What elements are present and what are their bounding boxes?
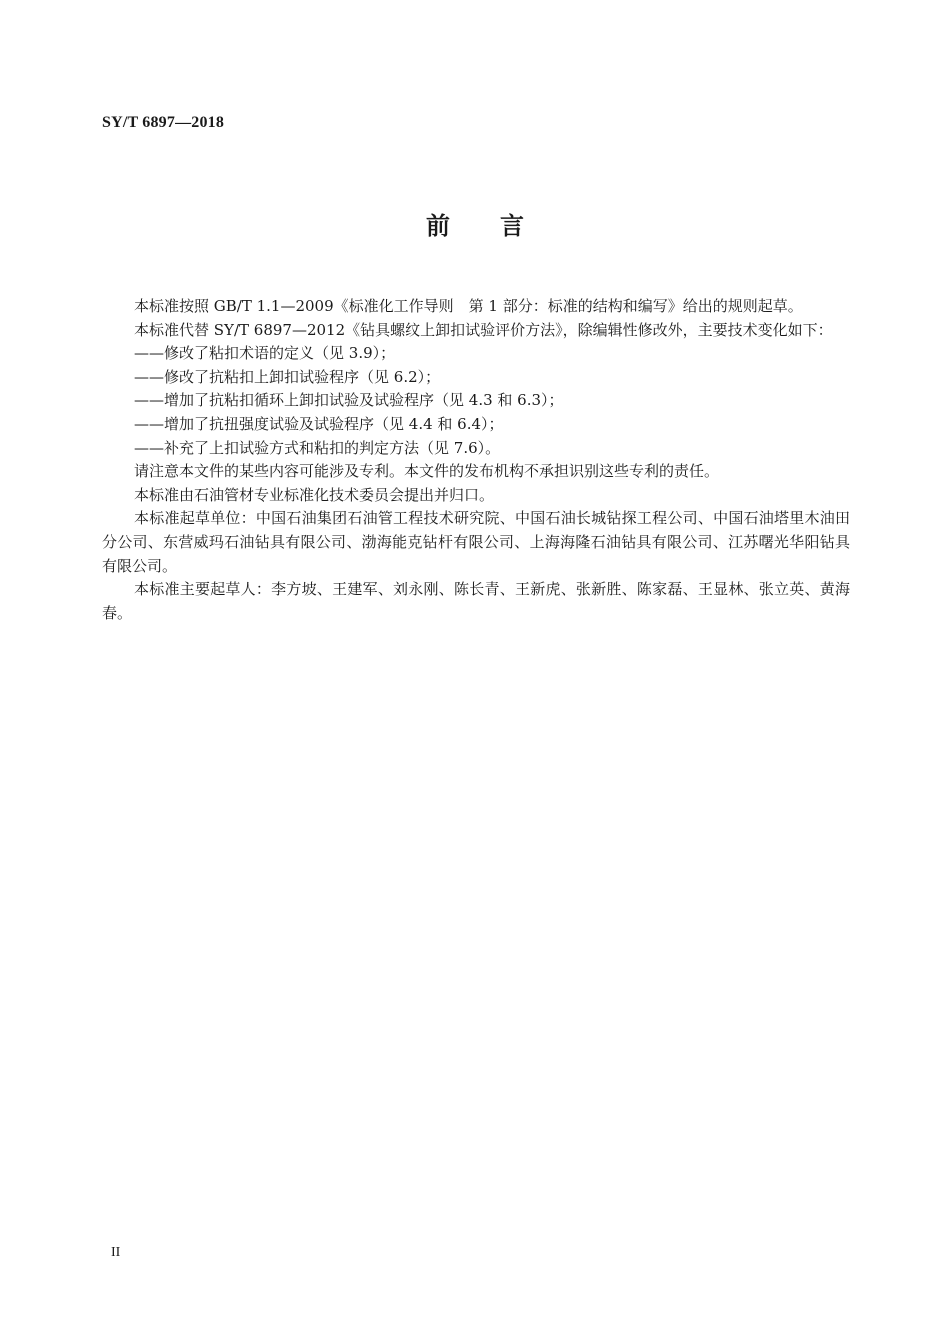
change-item: ——修改了抗粘扣上卸扣试验程序（见 6.2）； <box>134 367 441 386</box>
standard-code: SY/T 6897—2018 <box>102 114 225 131</box>
change-item: ——增加了抗粘扣循环上卸扣试验及试验程序（见 4.3 和 6.3）； <box>134 391 564 410</box>
change-item: ——补充了上扣试验方式和粘扣的判定方法（见 7.6）。 <box>134 438 501 457</box>
page-title: 前言 <box>426 212 574 240</box>
paragraph-proposer: 本标准由石油管材专业标准化技术委员会提出并归口。 <box>134 485 495 504</box>
page-number: II <box>111 1245 121 1260</box>
paragraph-drafting-rules: 本标准按照 GB/T 1.1—2009《标准化工作导则 第 1 部分：标准的结构和编写》给出的规则起草。 <box>134 297 803 315</box>
paragraph-drafters: 本标准主要起草人：李方坡、王建军、刘永刚、陈长青、王新虎、张新胜、陈家磊、王显林、张立英、黄海春。 <box>102 580 850 622</box>
change-item: ——修改了粘扣术语的定义（见 3.9）； <box>134 344 396 363</box>
paragraph-patent-notice: 请注意本文件的某些内容可能涉及专利。本文件的发布机构不承担识别这些专利的责任。 <box>134 462 720 481</box>
paragraph-drafting-units: 本标准起草单位：中国石油集团石油管工程技术研究院、中国石油长城钻探工程公司、中国石油塔里木油田分公司、东营威玛石油钻具有限公司、渤海能克钻杆有限公司、上海海隆石油钻具有限公司、江苏曙光华阳钻具有限公司。 <box>102 509 850 575</box>
change-item: ——增加了抗扭强度试验及试验程序（见 4.4 和 6.4）； <box>134 414 504 433</box>
paragraph-replacement: 本标准代替 SY/T 6897—2012《钻具螺纹上卸扣试验评价方法》，除编辑性修改外，主要技术变化如下： <box>134 320 833 339</box>
foreword-body <box>102 295 850 625</box>
